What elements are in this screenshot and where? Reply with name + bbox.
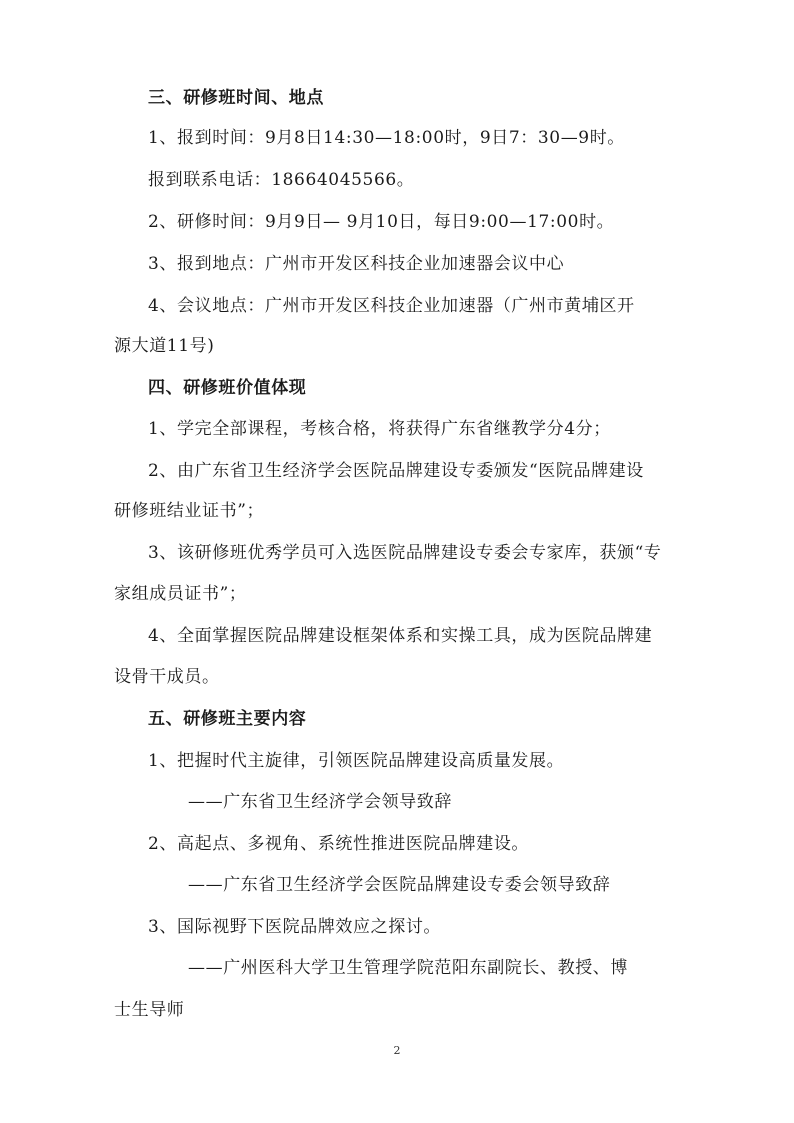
meeting-location-cont: 源大道11号) [114,336,215,356]
content-item-2: 2、高起点、多视角、系统性推进医院品牌建设。 [148,834,530,854]
value-item-4: 4、全面掌握医院品牌建设框架体系和实操工具，成为医院品牌建 [148,626,653,646]
content-item-3-speaker: ——广州医科大学卫生管理学院范阳东副院长、教授、博 [188,958,628,978]
content-item-2-speaker: ——广东省卫生经济学会医院品牌建设专委会领导致辞 [188,875,611,895]
value-item-2-cont: 研修班结业证书”； [114,501,265,521]
value-item-3-cont: 家组成员证书”； [114,584,247,604]
content-item-1-speaker: ——广东省卫生经济学会领导致辞 [188,792,452,812]
value-item-4-cont: 设骨干成员。 [114,667,220,687]
checkin-time: 1、报到时间：9月8日14:30—18:00时，9日7：30—9时。 [148,128,625,148]
value-item-1: 1、学完全部课程，考核合格，将获得广东省继教学分4分； [148,419,611,439]
value-item-3: 3、该研修班优秀学员可入选医院品牌建设专委会专家库，获颁“专 [148,543,662,563]
content-item-3-speaker-cont: 士生导师 [114,1000,185,1020]
checkin-phone: 报到联系电话：18664045566。 [148,170,415,190]
page-number: 2 [393,1044,401,1057]
training-time: 2、研修时间：9月9日— 9月10日，每日9:00—17:00时。 [148,212,615,232]
content-item-3: 3、国际视野下医院品牌效应之探讨。 [148,917,442,937]
section-3-heading: 三、研修班时间、地点 [148,88,324,108]
value-item-2: 2、由广东省卫生经济学会医院品牌建设专委颁发“医院品牌建设 [148,461,644,481]
section-4-heading: 四、研修班价值体现 [148,378,307,398]
section-5-heading: 五、研修班主要内容 [148,709,307,729]
checkin-location: 3、报到地点：广州市开发区科技企业加速器会议中心 [148,254,565,274]
content-item-1: 1、把握时代主旋律，引领医院品牌建设高质量发展。 [148,751,565,771]
meeting-location: 4、会议地点：广州市开发区科技企业加速器（广州市黄埔区开 [148,296,635,316]
